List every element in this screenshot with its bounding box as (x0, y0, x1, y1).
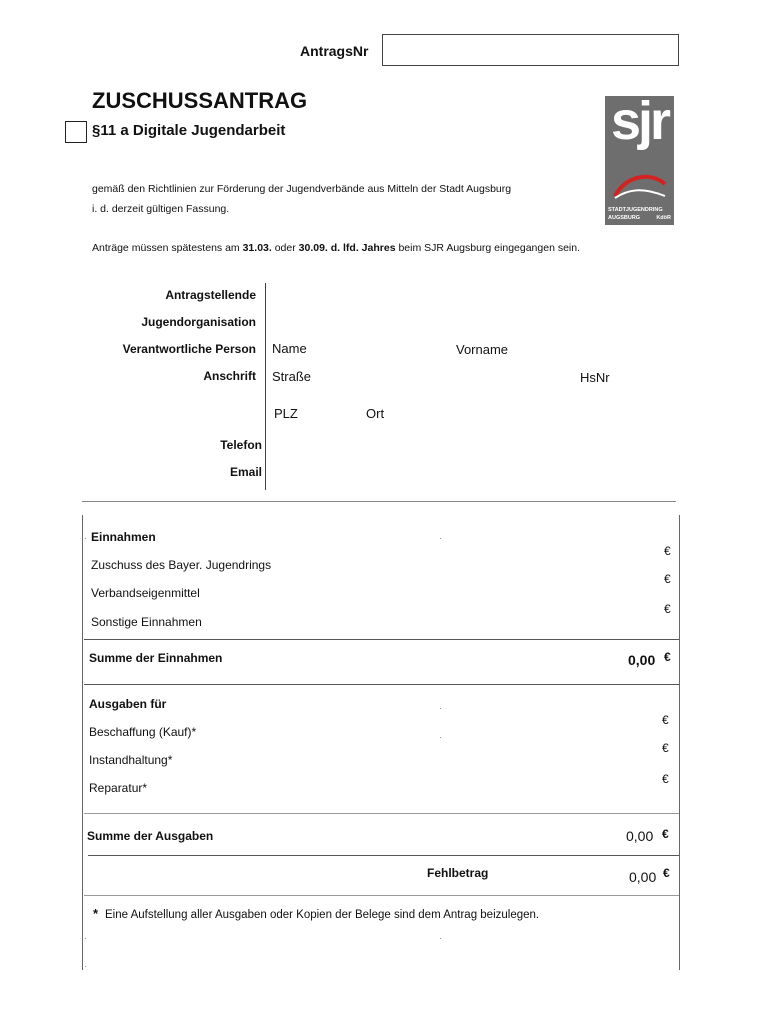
expense-currency-2: € (662, 741, 669, 755)
expense-currency-3: € (662, 772, 669, 786)
deadline-pre: Anträge müssen spätestens am (92, 242, 243, 254)
antragsnr-label: AntragsNr (300, 43, 369, 59)
logo-line1: STADTJUGENDRING (608, 207, 663, 213)
income-sum-value: 0,00 (628, 652, 656, 668)
anschrift-label: Anschrift (203, 369, 256, 383)
logo-line2: AUGSBURG (608, 215, 641, 221)
expenses-sum-value: 0,00 (626, 828, 654, 844)
table-right-border (679, 515, 680, 970)
applicant-separator (265, 283, 266, 490)
telefon-label: Telefon (220, 438, 262, 452)
expense-currency-1: € (662, 713, 669, 727)
expense-item-2: Instandhaltung* (89, 753, 173, 767)
intro-line2: i. d. derzeit gültigen Fassung. (92, 203, 230, 215)
income-bottom-divider (84, 684, 679, 685)
logo-line3: KdöR (656, 215, 671, 221)
expenses-sum-currency: € (662, 827, 669, 841)
name-field[interactable]: Name (272, 341, 307, 356)
fehlbetrag-label: Fehlbetrag (427, 866, 489, 880)
income-currency-1: € (664, 544, 671, 558)
expenses-sum-label: Summe der Ausgaben (87, 829, 214, 843)
deadline-date1: 31.03. (242, 242, 272, 254)
deadline-note (92, 242, 580, 254)
logo-text: sjr (610, 91, 669, 151)
deficit-bottom-divider (84, 895, 679, 896)
plz-field[interactable]: PLZ (274, 406, 298, 421)
page-title: ZUSCHUSSANTRAG (92, 88, 308, 113)
artifact-dot (440, 737, 441, 738)
deadline-date2: 30.09. d. lfd. Jahres (298, 242, 396, 254)
artifact-dot (440, 938, 441, 939)
vorname-field[interactable]: Vorname (456, 342, 509, 357)
sjr-logo (605, 91, 674, 225)
income-item-1: Zuschuss des Bayer. Jugendrings (91, 558, 272, 572)
fehlbetrag-value: 0,00 (629, 869, 657, 885)
option-checkbox[interactable] (65, 121, 87, 143)
income-item-3: Sonstige Einnahmen (91, 615, 202, 629)
income-sum-label: Summe der Einnahmen (89, 651, 223, 665)
artifact-dot (85, 538, 86, 539)
artifact-dot (85, 938, 86, 939)
logo-swoosh-icon (605, 166, 674, 206)
expenses-bottom-divider (88, 855, 679, 856)
income-sum-divider (84, 639, 679, 640)
intro-line1: gemäß den Richtlinien zur Förderung der Jugendverbände aus Mitteln der Stadt Augsburg (92, 183, 512, 195)
verantwortliche-person-label: Verantwortliche Person (122, 342, 256, 356)
expenses-heading: Ausgaben für (89, 697, 167, 711)
income-heading: Einnahmen (91, 530, 156, 544)
fehlbetrag-currency: € (663, 866, 670, 880)
expense-item-1: Beschaffung (Kauf)* (89, 725, 197, 739)
table-top-border (82, 501, 676, 502)
expense-item-3: Reparatur* (89, 781, 148, 795)
ort-field[interactable]: Ort (366, 406, 385, 421)
antragsnr-input[interactable] (382, 34, 679, 66)
hsnr-field[interactable]: HsNr (580, 370, 610, 385)
income-currency-3: € (664, 602, 671, 616)
jugendorganisation-label: Jugendorganisation (141, 315, 256, 329)
artifact-dot (440, 708, 441, 709)
strasse-field[interactable]: Straße (272, 369, 312, 384)
email-label: Email (229, 465, 262, 479)
income-currency-2: € (664, 572, 671, 586)
artifact-dot (85, 966, 86, 967)
income-sum-currency: € (664, 650, 671, 664)
footnote-star: * (93, 906, 99, 921)
option-label: §11 a Digitale Jugendarbeit (92, 122, 286, 139)
income-item-2: Verbandseigenmittel (91, 586, 200, 600)
artifact-dot (440, 538, 441, 539)
footnote-text: Eine Aufstellung aller Ausgaben oder Kopien der Belege sind dem Antrag beizulegen. (105, 909, 540, 921)
deadline-post: beim SJR Augsburg eingegangen sein. (395, 242, 581, 254)
expenses-sum-divider (84, 813, 679, 814)
deadline-mid: oder (271, 242, 299, 254)
antragstellende-label: Antragstellende (165, 288, 256, 302)
table-left-border (82, 515, 83, 970)
